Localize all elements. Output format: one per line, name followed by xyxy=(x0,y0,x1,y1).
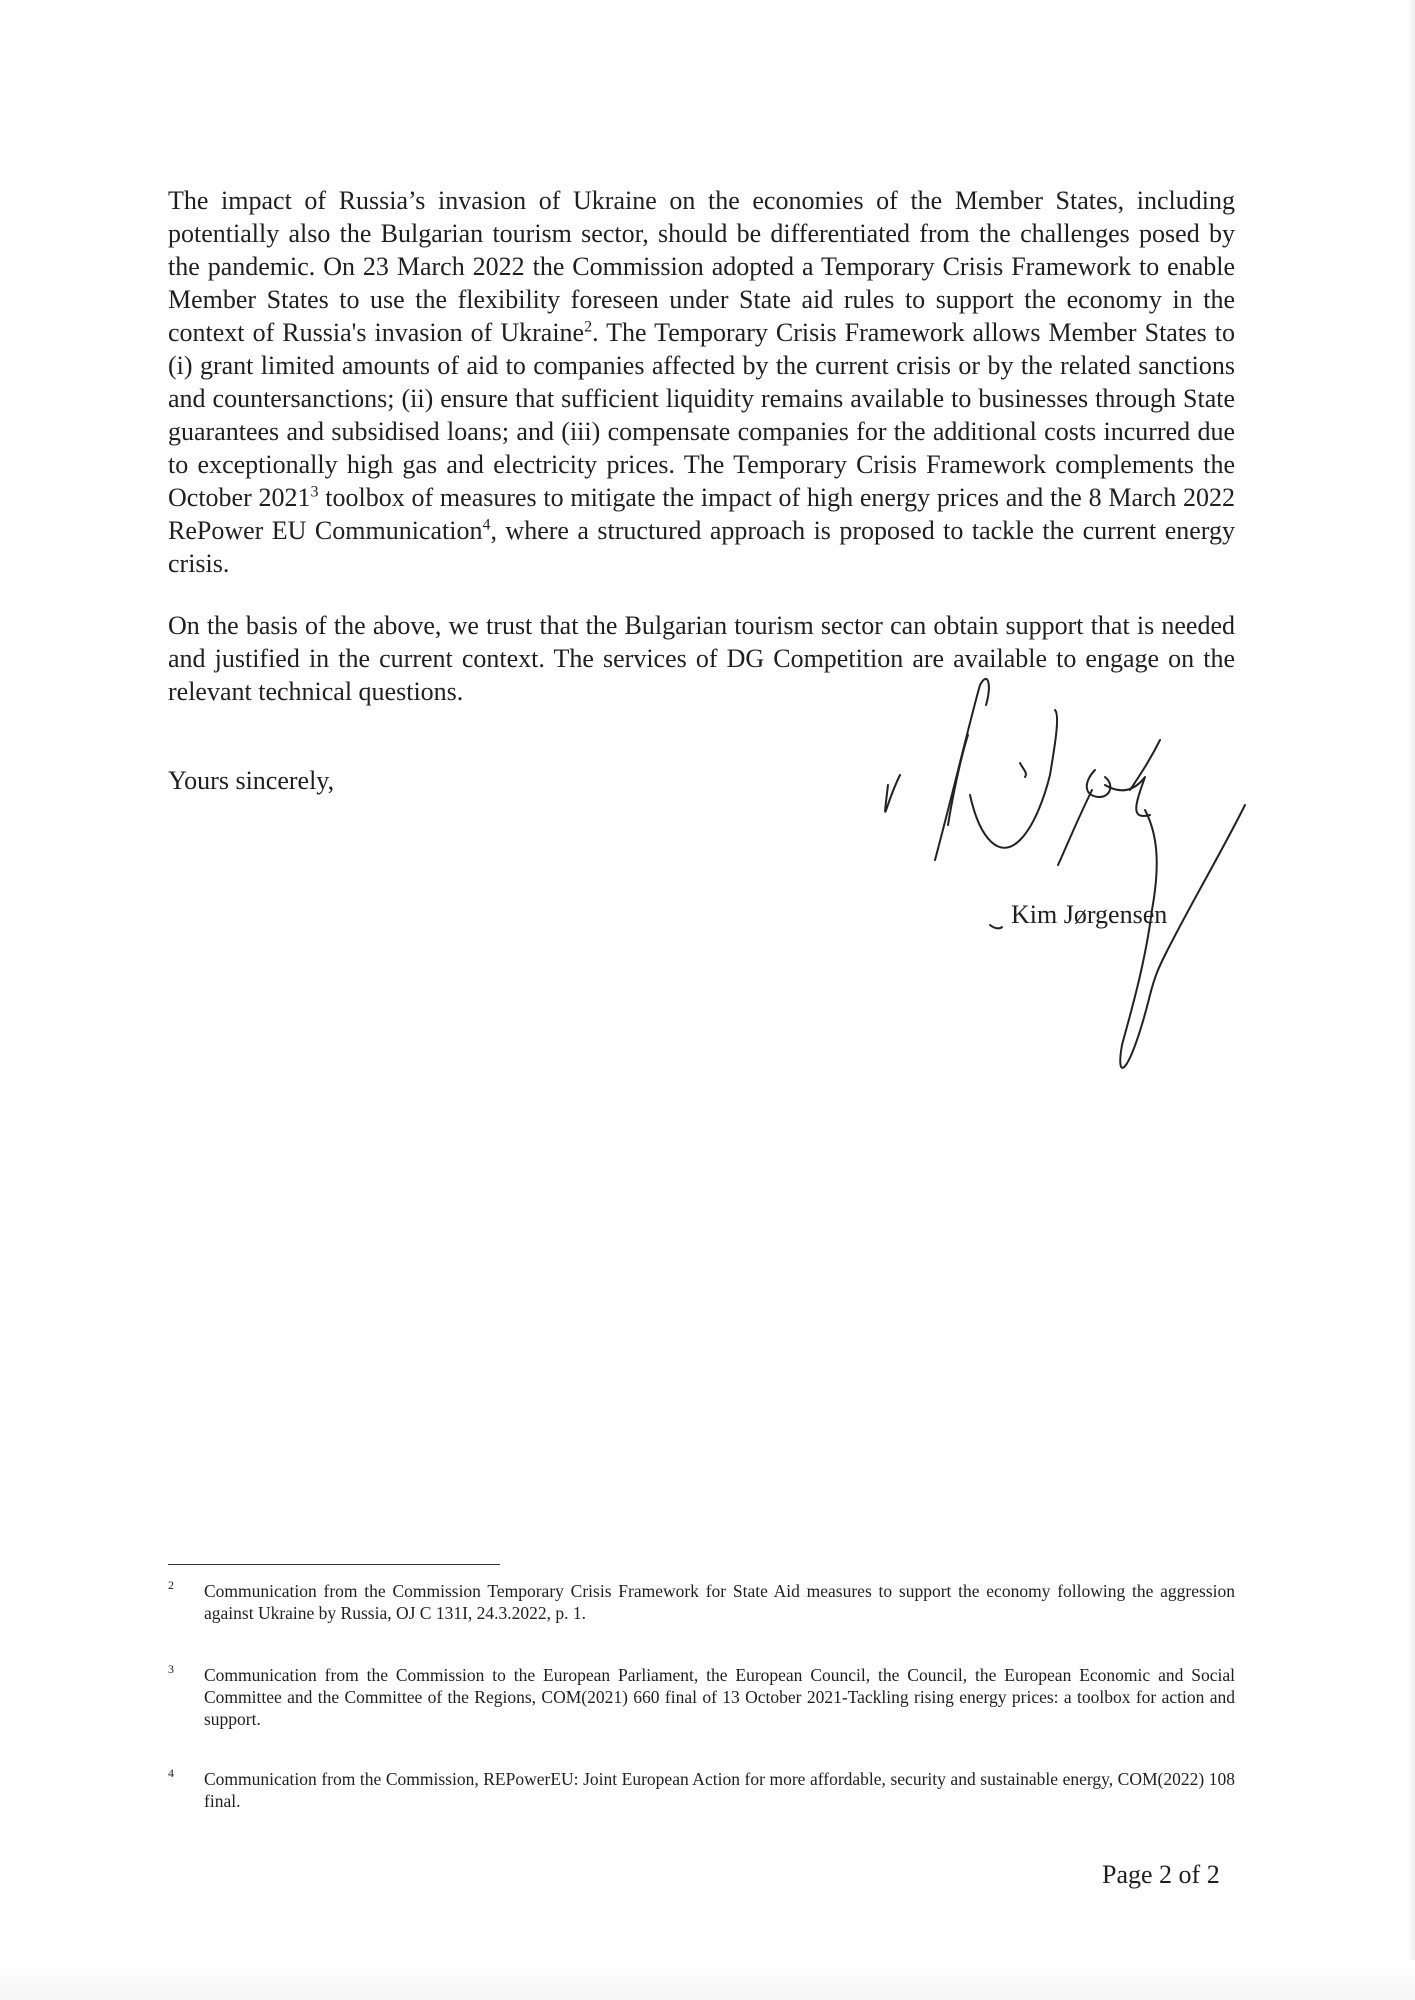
footnote xyxy=(168,1664,1235,1730)
footnote-ref: 3 xyxy=(310,483,319,501)
paragraph-crisis-framework xyxy=(168,184,1235,580)
handwritten-signature xyxy=(860,665,1330,1125)
paragraph-text: . The Temporary Crisis Framework allows Member States to (i) grant limited amounts of aid to companies affected by the current crisis or by the related sanctions and countersanctions; (ii) ensure that sufficient liquidity remains available to businesses through State guarantees and subsidised loans; and (iii) compensate companies for the additional costs incurred due to exceptionally high gas and electricity prices. The Temporary Crisis Framework complements the October 2021 xyxy=(168,318,1235,512)
closing-salutation: Yours sincerely, xyxy=(168,766,335,795)
footnote-number: 3 xyxy=(168,1662,174,1676)
signatory-name: Kim Jørgensen xyxy=(1011,900,1168,929)
footnote-number: 4 xyxy=(168,1766,174,1780)
paragraph-text: , where a structured approach is proposed to tackle the current energy crisis. xyxy=(168,516,1235,578)
footnote xyxy=(168,1768,1235,1812)
page-number: Page 2 of 2 xyxy=(1102,1860,1220,1889)
paragraph-text: toolbox of measures to mitigate the impact of high energy prices and the 8 March 2022 RePower EU Communication xyxy=(168,483,1235,545)
footnote-text: Communication from the Commission Temporary Crisis Framework for State Aid measures to support the economy following the aggression against Ukraine by Russia, OJ C 131I, 24.3.2022, p. 1. xyxy=(204,1581,1235,1623)
footnote-divider xyxy=(168,1564,500,1565)
paragraph-text: The impact of Russia’s invasion of Ukraine on the economies of the Member States, including potentially also the Bulgarian tourism sector, should be differentiated from the challenges posed by the pandemic. On 23 March 2022 the Commission adopted a Temporary Crisis Framework to enable Member States to use the flexibility foreseen under State aid rules to support the economy in the context of Russia's invasion of Ukraine xyxy=(168,186,1235,347)
footnote-ref: 2 xyxy=(584,318,593,336)
footnote-text: Communication from the Commission to the European Parliament, the European Council, the Council, the European Economic and Social Committee and the Committee of the Regions, COM(2021) 660 final of 13 October 2021-Tackling rising energy prices: a toolbox for action and support. xyxy=(204,1665,1235,1729)
footnote-ref: 4 xyxy=(482,516,491,534)
paragraph-support-conclusion: On the basis of the above, we trust that the Bulgarian tourism sector can obtain support that is needed and justified in the current context. The services of DG Competition are available to engage on the relevant technical questions. xyxy=(168,611,1235,706)
scan-bottom-shadow xyxy=(0,1960,1415,2000)
footnote-text: Communication from the Commission, REPowerEU: Joint European Action for more affordable, security and sustainable energy, COM(2022) 108 final. xyxy=(204,1769,1235,1811)
scan-edge-shadow xyxy=(1409,0,1415,2000)
footnote-number: 2 xyxy=(168,1578,174,1592)
footnote xyxy=(168,1580,1235,1624)
